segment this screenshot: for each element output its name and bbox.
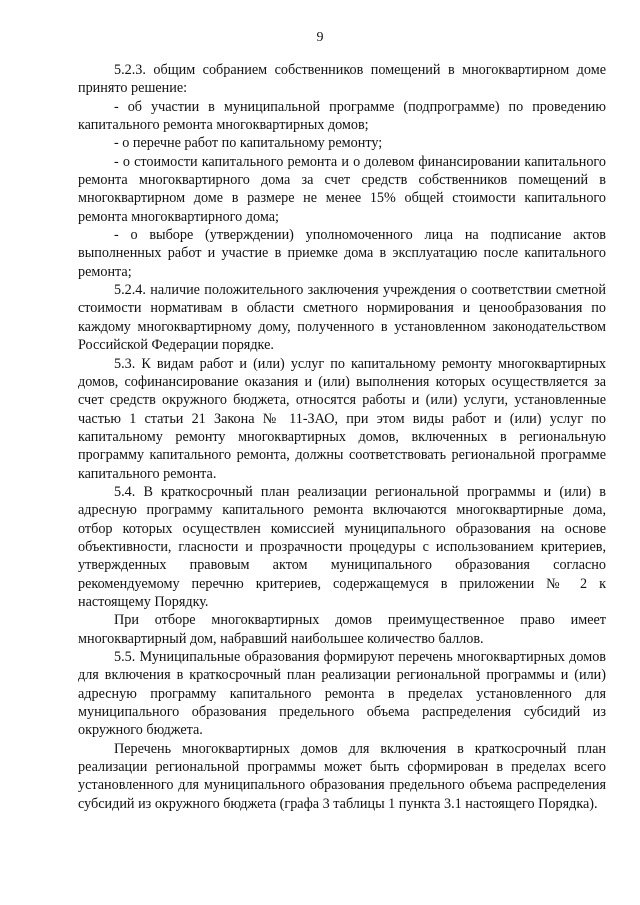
- list-item-works-list: - о перечне работ по капитальному ремонту;: [114, 135, 383, 152]
- page-number: 9: [316, 30, 324, 45]
- list-item-cost-cofinancing: - о стоимости капитального ремонта и о долевом финансировании капитального ремонта многоквартирного дома за счет средств собственников помещений в многоквартирном доме в размере не менее 15% общей стоимости капитального ремонта многоквартирного дома;: [78, 153, 606, 225]
- list-item-authorized-person: - о выборе (утверждении) уполномоченного лица на подписание актов выполненных работ и участие в приемке дома в эксплуатацию после капитального ремонта;: [78, 227, 606, 280]
- document-body: [78, 61, 606, 813]
- paragraph-selection-priority: При отборе многоквартирных домов преимущественное право имеет многоквартирный дом, набравший наибольшее количество баллов.: [78, 612, 606, 647]
- paragraph-5-2-4: 5.2.4. наличие положительного заключения учреждения о соответствии сметной стоимости нормативам в области сметного нормирования и ценообразования по каждому многоквартирному дому, полученного в установленном законодательством Российской Федерации порядке.: [78, 282, 606, 354]
- list-item-program-participation: - об участии в муниципальной программе (подпрограмме) по проведению капитального ремонта многоквартирных домов;: [78, 98, 606, 134]
- paragraph-5-3: 5.3. К видам работ и (или) услуг по капитальному ремонту многоквартирных домов, софинансирование оказания и (или) выполнения которых осуществляется за счет средств окружного бюджета, относятся работы и (или) услуги, установленные частью 1 статьи 21 Закона № 11-ЗАО, при этом виды работ и (или) услуг по капитальному ремонту многоквартирных домов, включенных в региональную программу капитального ремонта, должны соответствовать региональной программе капитального ремонта.: [78, 355, 606, 482]
- paragraph-list-formation: Перечень многоквартирных домов для включения в краткосрочный план реализации региональной программы может быть сформирован в пределах всего установленного для муниципального образования предельного объема распределения субсидий из окружного бюджета (графа 3 таблицы 1 пункта 3.1 настоящего Порядка).: [78, 740, 606, 812]
- paragraph-5-2-3: 5.2.3. общим собранием собственников помещений в многоквартирном доме принято решение:: [78, 62, 606, 97]
- paragraph-5-4: 5.4. В краткосрочный план реализации региональной программы и (или) в адресную программу капитального ремонта включаются многоквартирные дома, отбор которых осуществлен комиссией муниципального образования на основе объективности, гласности и прозрачности процедуры с использованием критериев, утвержденных правовым актом муниципального образования согласно рекомендуемому перечню критериев, содержащемуся в приложении № 2 к настоящему Порядку.: [78, 483, 606, 610]
- paragraph-5-5: 5.5. Муниципальные образования формируют перечень многоквартирных домов для включения в краткосрочный план реализации региональной программы и (или) адресную программу капитального ремонта в пределах установленного для муниципального образования предельного объема распределения субсидий из окружного бюджета.: [78, 649, 606, 739]
